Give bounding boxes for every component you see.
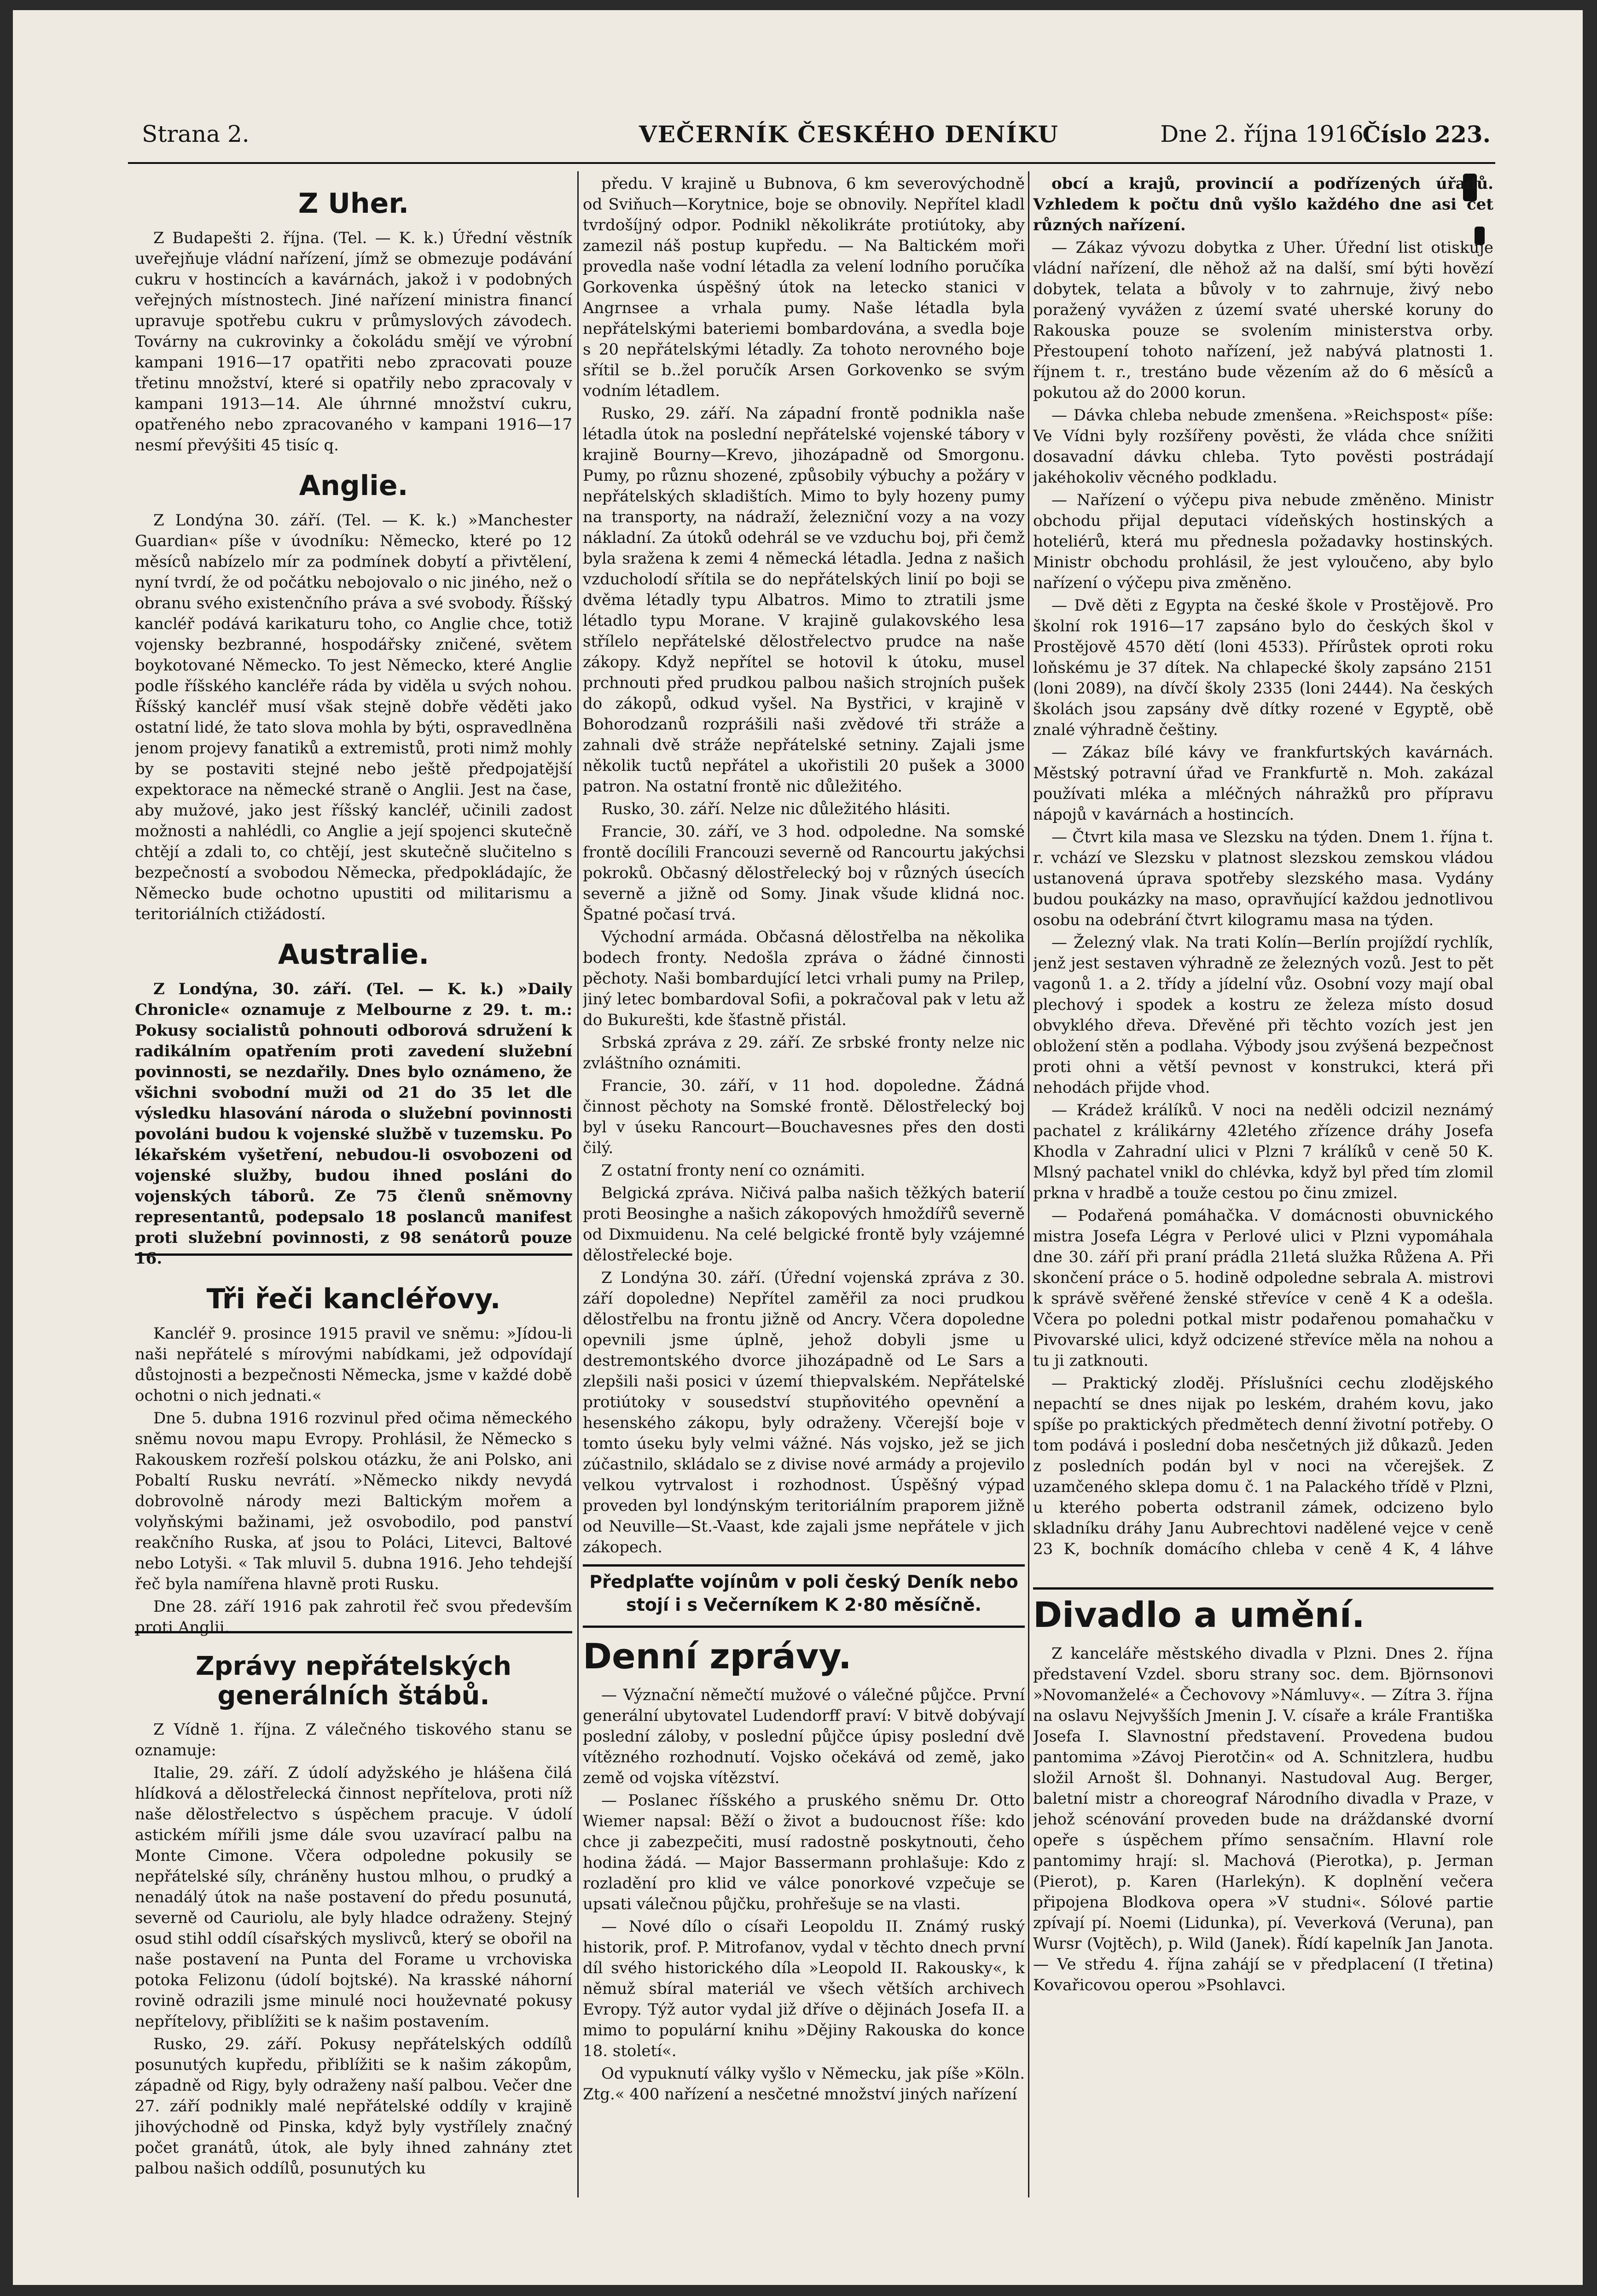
article-front-10: Z Londýna 30. září. (Úřední vojenská zpráva z 30. září dopoledne) Nepřítel zaměřil za noci prudkou dělostřelbu na frontu jižně od Ancry. Včera dopoledne opevnili jsme úplně, jehož dobyli jsme u destremontského dvorce jihozápadně od Le Sars a zlepšili naši posici v území thiepvalském. Nepřátelské protiútoky v sousedství stupňovitého opevnění a hesenského zákopu, byly odraženy. Včerejší boje v tomto úseku byly velmi vážné. Nás vojsko, jež se jich zúčastnilo, skládalo se z divise nové armády a projevilo velkou vytrvalost i rozhodnost. Úspěšný výpad proveden byl londýnským teritoriálním praporem jižně od Neuville—St.-Vaast, kde zajali jsme nepřátele v jich zákopech.	[583, 1269, 1025, 1556]
article-anglie: Z Londýna 30. září. (Tel. — K. k.) »Manchester Guardian« píše v úvodníku: Německo, které po 12 měsíců nabízelo mír za podmínek dobytí a přivtělení, nyní tvrdí, že od počátku nebojovalo o nic jiného, než o obranu svého existenčního práva a své svobody. Říšský kancléř podává karikaturu toho, co Anglie chce, totiž vojensky bezbranné, hospodářsky zničené, světem boykotované Německo. To jest Německo, které Anglie podle říšského kancléře ráda by viděla u svých nohou. Říšský kancléř musí však stejně dobře věděti jako ostatní lidé, že tato slova mohla by býti, ospravedlněna jenom projevy fanatiků a extremistů, proti nimž mohly by se postaviti stejné nebo ještě předpojatější expektorace na německé straně o Anglii. Jest na čase, aby mužové, jako jest říšský kancléř, učinili zadost možnosti a nahlédli, co Anglie a její spojenci skutečně chtějí a zdali to, co chtějí, jest skutečně slučitelno s bezpečností a svobodou Německa, předpokládajíc, že Německo bude ochotno upustiti od militarismu a teritoriálních ctižádostí.	[135, 511, 572, 923]
article-news-1: obcí a krajů, provincií a podřízených úřadů. Vzhledem k počtu dnů vyšlo každého dne asi cet různých nařízení.	[1033, 175, 1493, 234]
column-divider	[577, 171, 579, 2197]
article-denni-1: — Význační němečtí mužové o válečné půjčce. První generální ubytovatel Ludendorff praví: V bitvě dobývají poslední záloby, v poslední půjčce úpisy poslední dvě vítězného rozhodnutí. Vojsko očekává od země, jako země od vojska vítězství.	[583, 1686, 1025, 1787]
newspaper-title: VEČERNÍK ČESKÉHO DENÍKU	[639, 121, 1059, 148]
article-news-6: — Zákaz bílé kávy ve frankfurtských kavárnách. Městský potravní úřad ve Frankfurtě n. Moh. zakázal používati mléka a mléčných náhražků pro přípravu nápojů v kavárnách a hostincích.	[1033, 743, 1493, 824]
headline-denni: Denní zprávy.	[583, 1636, 852, 1677]
article-news-7: — Čtvrt kila masa ve Slezsku na týden. Dnem 1. října t. r. vchází ve Slezsku v platnost slezskou zemskou vládou ustanovená úprava spotřeby slezského masa. Vydány budou poukázky na maso, opravňující každou jednotlivou osobu na odebrání čtvrt kilogramu masa na týden.	[1033, 828, 1493, 929]
issue-number: Číslo 223.	[1362, 121, 1491, 148]
article-zpravy-3: Rusko, 29. září. Pokusy nepřátelských oddílů posunutých kupředu, přiblížiti se k našim zákopům, západně od Rigy, byly odraženy naší palbou. Večer dne 27. září podnikly malé nepřátelské oddíly v krajině jihovýchodně od Pinska, když byly vystřílely značný počet granátů, útok, ale byly ihned zahnány ztet palbou našich oddílů, posunutých ku	[135, 2034, 572, 2178]
headline-divadlo: Divadlo a umění.	[1033, 1594, 1365, 1635]
headline-zpravy: Zprávy nepřátelských generálních štábů.	[195, 1651, 512, 1711]
article-denni-2: — Poslanec říšského a pruského sněmu Dr. Otto Wiemer napsal: Běží o život a budoucnost říše: kdo chce ji zabezpečiti, musí radostně poskytnouti, čeho hodina žádá. — Major Bassermann prohlašuje: Kdo z rozladění pro klid ve válce ponorkové vzpečuje se upsati válečnou půjčku, prohřešuje se na vlasti.	[583, 1791, 1025, 1913]
column-1	[135, 174, 572, 2200]
article-zpravy-2: Italie, 29. září. Z údolí adyžského je hlášena čilá hlídková a dělostřelecká činnost nepřítelova, proti níž naše dělostřelectvo s úspěchem pracuje. V údolí astickém mířili jsme dále svou uzavírací palbu na Monte Cimone. Včera odpoledne pokusily se nepřátelské síly, chráněny hustou mlhou, o prudký a nenadálý útok na naše postavení do předu posunutá, severně od Cauriolu, ale byly hladce odraženy. Stejný osud stihl oddíl císařských myslivců, který se obořil na naše postavení na Punta del Forame u vrchoviska potoka Felizonu (údolí bojtské). Na krasské náhorní rovině odrazili jsme minulé noci houževnaté pokusy nepřítelovy, přiblížiti se k našim postavením.	[135, 1763, 572, 2031]
article-news-5: — Dvě děti z Egypta na české škole v Prostějově. Pro školní rok 1916—17 zapsáno bylo do českých škol v Prostějově 4570 dětí (loni 4533). Přírůstek oproti roku loňskému je 37 dítek. Na chlapecké školy zapsáno 2151 (loni 2089), na dívčí školy 2335 (loni 2444). Na českých školách jsou zapsány dvě dítky rozené v Egyptě, obě znalé výhradně češtiny.	[1033, 596, 1493, 739]
article-news-4: — Nařízení o výčepu piva nebude změněno. Ministr obchodu přijal deputaci vídeňských hostinských a hoteliérů, která mu přednesla požadavky hostinských. Ministr obchodu prohlásil, že jest vyloučeno, aby bylo nařízení o výčepu piva změněno.	[1033, 491, 1493, 592]
article-australie: Z Londýna, 30. září. (Tel. — K. k.) »Daily Chronicle« oznamuje z Melbourne z 29. t. m.: Pokusy socialistů pohnouti odborová sdružení k radikálním opatřením proti zavedení služební povinnosti, se nezdařily. Dnes bylo oznámeno, že všichni svobodní muži od 21 do 35 let dle výsledku hlasování národa o služební povinnosti povoláni budou k vojenské službě v tuzemsku. Po lékařském vyšetření, nebudou-li osvobozeni od vojenské služby, budou ihned posláni do vojenských táborů. Ze 75 členů sněmovny representantů, podepsalo 18 poslanců manifest proti služební povinnosti, z 98 senátorů pouze 16.	[135, 980, 572, 1268]
article-reci-2: Dne 5. dubna 1916 rozvinul před očima německého sněmu novou mapu Evropy. Prohlásil, že Německo s Rakouskem rozřeší polskou otázku, že ani Polsko, ani Pobaltí Rusku nevrátí. »Německo nikdy nevydá dobrovolně národy mezi Baltickým mořem a volyňskými bažinami, jež osvobodilo, pod panství reakčního Ruska, ať jsou to Poláci, Litevci, Baltové nebo Lotyši. « Tak mluvil 5. dubna 1916. Jeho tehdejší řeč byla namířena hlavně proti Rusku.	[135, 1409, 572, 1593]
column-3	[1033, 174, 1493, 1560]
article-reci-1: Kancléř 9. prosince 1915 pravil ve sněmu: »Jídou-li naši nepřátelé s mírovými nabídkami, jež odpovídají důstojnosti a bezpečnosti Německa, jsme v každé době ochotni o nich jednati.«	[135, 1324, 572, 1405]
column-3-lower	[1033, 1590, 1493, 2197]
article-front-8: Z ostatní fronty není co oznámiti.	[601, 1161, 865, 1180]
article-front-6: Srbská zpráva z 29. září. Ze srbské fronty nelze nic zvláštního oznámiti.	[583, 1033, 1025, 1072]
article-divadlo: Z kanceláře městského divadla v Plzni. Dnes 2. října představení Vzdel. sboru strany soc. dem. Björnsonovi »Novomanželé« a Čechovovy »Námluvy«. — Zítra 3. října na oslavu Nejvyšších Jmenin J. V. císaře a krále Františka Josefa I. Slavnostní představení. Provedena budou pantomima »Závoj Pierotčin« od A. Schnitzlera, hudbu složil Arnošt šl. Dohnanyi. Nastudoval Aug. Berger, baletní mistr a choreograf Národního divadla v Praze, v jehož scénování proveden bude na dráždanské dvorní opeře s úspěchem přímo sensačním. Hlavní role pantomimy hrají: sl. Machová (Pierotka), p. Jerman (Pierot), p. Karen (Harlekýn). K doplnění večera připojena Blodkova opera »V studni«. Sólové partie zpívají pí. Noemi (Lidunka), pí. Veverková (Veruna), pan Wursr (Vojtěch), p. Wild (Janek). Řídí kapelník Jan Janota. — Ve středu 4. října zahájí se v předplacení (I třetina) Kovařicovou operou »Psohlavci.	[1033, 1644, 1493, 1994]
article-news-2: — Zákaz vývozu dobytka z Uher. Úřední list otiskuje vládní nařízení, dle něhož až na další, smí býti hovězí dobytek, telata a bůvoly v to zahrnuje, živý nebo poražený vyvážen z území svaté uherské koruny do Rakouska pouze se svolením ministerstva orby. Přestoupení tohoto nařízení, jež nabývá platnosti 1. říjnem t. r., trestáno bude vězením až do 6 měsíců a pokutou až do 2000 korun.	[1033, 239, 1493, 402]
article-uher: Z Budapešti 2. října. (Tel. — K. k.) Úřední věstník uveřejňuje vládní nařízení, jímž se obmezuje podávání cukru v hostincích a kavárnách, jakož i v podobných veřejných místnostech. Jiné nařízení ministra financí upravuje spotřebu cukru v průmyslových závodech. Továrny na cukrovinky a čokoládu smějí ve výrobní kampani 1916—17 opatřiti nebo zpracovati pouze třetinu množství, které si opatřily nebo zpracovaly v kampani 1913—14. Ale úhrnné množství cukru, opatřeného nebo zpracovaného v kampani 1916—17 nesmí převýšiti 45 tisíc q.	[135, 229, 572, 455]
subscription-banner: Předplaťte vojínům v poli český Deník nebo stojí i s Večerníkem K 2·80 měsíčně.	[583, 1564, 1025, 1628]
article-denni-4: Od vypuknutí války vyšlo v Německu, jak píše »Köln. Ztg.« 400 nařízení a nesčetné množství jiných nařízení	[583, 2064, 1025, 2104]
article-denni-3: — Nové dílo o císaři Leopoldu II. Známý ruský historik, prof. P. Mitrofanov, vydal v těchto dnech první díl svého historického díla »Leopold II. Rakousky«, k němuž sbíral materiál ve všech větších archivech Evropy. Týž autor vydal již dříve o dějinách Josefa II. a mimo to populární knihu »Dějiny Rakouska do konce 18. století«.	[583, 1917, 1025, 2060]
article-news-3: — Dávka chleba nebude zmenšena. »Reichspost« píše: Ve Vídni byly rozšířeny pověsti, že vláda chce snížiti dosavadní dávku chleba. Tyto pověsti postrádají jakéhokoliv věcného podkladu.	[1033, 406, 1493, 487]
header-rule	[128, 162, 1495, 164]
page-number: Strana 2.	[142, 121, 250, 147]
article-news-11: — Praktický zloděj. Příslušníci cechu zlodějského nepachtí se dnes nijak po leském, drahém kovu, jako spíše po praktických předmětech denní životní potřeby. O tom podává i poslední doba nesčetných již důkazů. Jeden z posledních podán byl v noci na včerejšek. Z uzamčeného sklepa domu č. 1 na Palackého třídě v Plzni, u kterého poberta odstranil zámek, odcizeno bylo skladníku dráhy Janu Aubrechtovi nadělené vejce v ceně 23 K, bochník domácího chleba v ceně 4 K, 4 láhve	[1033, 1374, 1493, 1558]
article-front-3: Rusko, 30. září. Nelze nic důležitého hlásiti.	[601, 800, 951, 818]
article-front-4: Francie, 30. září, ve 3 hod. odpoledne. Na somské frontě docílili Francouzi severně od Rancourtu jakýchsi pokroků. Občasný dělostřelecký boj v různých úsecích severně a jižně od Somy. Jinak všude klidná noc. Špatné počasí trvá.	[583, 822, 1025, 924]
article-news-10: — Podařená pomáhačka. V domácnosti obuvnického mistra Josefa Légra v Perlové ulici v Plzni vypomáhala dne 30. září při praní prádla 21letá služka Růžena A. Při skončení práce o 5. hodině odpoledne sebrala A. mistrovi k správě svěřené ženské střevíce v ceně 4 K a odešla. Včera po poledni potkal mistr podařenou pomahačku v Pivovarské ulici, když odcizené střevíce měla na nohou a tu ji zatknouti.	[1033, 1206, 1493, 1370]
column-2	[583, 174, 1025, 1560]
article-news-8: — Železný vlak. Na trati Kolín—Berlín projíždí rychlík, jenž jest sestaven výhradně ze železných vozů. Jest to pět vagonů 1. a 2. třídy a jídelní vůz. Osobní vozy mají obal plechový i spodek a kostru ze železa místo dosud obvyklého dřeva. Dřevěné při těchto vozích jest jen obložení stěn a podlaha. Výbody jsou zvýšená bezpečnost proti ohni a větší pevnost v konstrukci, která při nehodách přijde vhod.	[1033, 933, 1493, 1097]
headline-australie: Australie.	[278, 938, 430, 971]
column-divider	[1028, 171, 1029, 2197]
issue-date: Dne 2. října 1916.	[1160, 121, 1371, 147]
running-header	[142, 121, 1491, 157]
article-reci-3: Dne 28. září 1916 pak zahrotil řeč svou především proti Anglii.	[135, 1597, 572, 1637]
headline-uher: Z Uher.	[298, 187, 409, 220]
article-front-5: Východní armáda. Občasná dělostřelba na několika bodech fronty. Nedošla zpráva o žádné činnosti pěchoty. Naši bombardující letci vrhali pumy na Prilep, jiný letec bombardoval Sofii, a pokračoval pak v letu až do Bukurešti, kde šťastně přistál.	[583, 928, 1025, 1029]
newspaper-page	[13, 10, 1583, 2285]
headline-reci: Tři řeči kancléřovy.	[206, 1283, 501, 1315]
article-front-7: Francie, 30. září, v 11 hod. dopoledne. Žádná činnost pěchoty na Somské frontě. Dělostřelecký boj byl v úseku Rancourt—Bouchavesnes přes den dosti čilý.	[583, 1077, 1025, 1157]
article-front-2: Rusko, 29. září. Na západní frontě podnikla naše létadla útok na poslední nepřátelské vojenské tábory v krajině Bourny—Krevo, jihozápadně od Smorgonu. Pumy, po různu shozené, způsobily výbuchy a požáry v nepřátelských skladištích. Mimo to byly hozeny pumy na transporty, na nádraží, železniční vozy a na vozy nákladní. Za útoků odehrál se ve vzduchu boj, při čemž byla sražena k zemi 4 německá létadla. Jedna z našich vzducholodí sřítila se do nepřátelských linií po boji se dvěma létadly typu Albatros. Mimo to ztratili jsme létadlo typu Morane. V krajině gulakovského lesa střílelo nepřátelské dělostřelectvo prudce na naše zákopy. Když nepřítel se hotovil k útoku, musel prchnouti před prudkou palbou našich strojních pušek do zákopů, odkud vyšel. Na Bystřici, v krajině v Bohorodzanů rozprášili naši zvědové tři stráže a zahnali dvě stráže nepřátelské setniny. Zajali jsme několik tuctů nepřátel a ukořistili 20 pušek a 3000 patron. Na ostatní frontě nic důležitého.	[583, 404, 1025, 796]
article-news-9: — Krádež králíků. V noci na neděli odcizil neznámý pachatel z králikárny 42letého zřízence dráhy Josefa Khodla v Zahradní ulici v Plzni 7 králíků v ceně 50 K. Mlsný pachatel vnikl do chlévka, když byl před tím zlomil prkna v hradbě a touže cestou po činu zmizel.	[1033, 1101, 1493, 1202]
article-front-1: předu. V krajině u Bubnova, 6 km severovýchodně od Sviňuch—Korytnice, boje se obnovily. Nepřítel kladl tvrdošíjný odpor. Podnikl několikráte protiútoky, aby zamezil náš postup kupředu. — Na Baltickém moři provedla naše vodní létadla za velení lodního poručíka Gorkovenka úspěšný útok na letecko stanici v Angrnsee a vrhala pumy. Naše létadla byla nepřátelskými bateriemi bombardována, a svedla boje s 20 nepřátelskými létadly. Za tohoto nerovného boje sřítil se b..žel poručík Arsen Gorkovenko se svým vodním létadlem.	[583, 175, 1025, 400]
headline-anglie: Anglie.	[299, 470, 408, 502]
column-2-lower	[583, 1631, 1025, 2239]
article-front-9: Belgická zpráva. Ničivá palba našich těžkých baterií proti Beosinghe a našich zákopových hmoždířů severně od Dixmuidenu. Na celé belgické frontě byly vzájemné dělostřelecké boje.	[583, 1184, 1025, 1265]
article-zpravy-1: Z Vídně 1. října. Z válečného tiskového stanu se oznamuje:	[135, 1720, 572, 1760]
